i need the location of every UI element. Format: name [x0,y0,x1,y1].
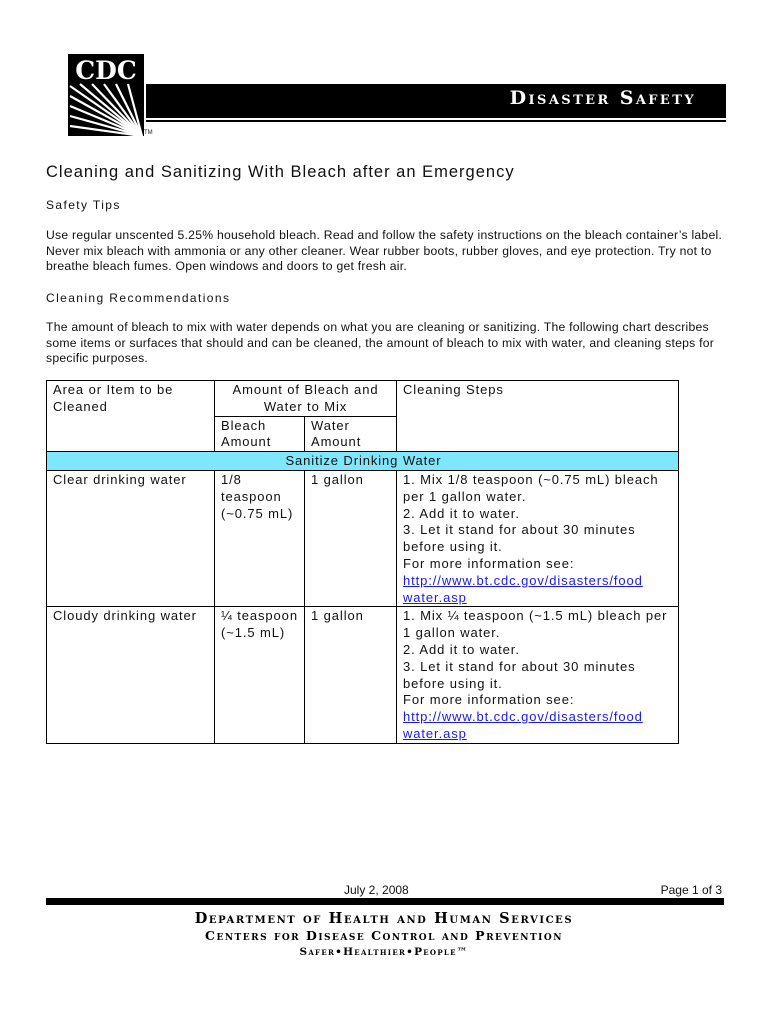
water-cell: 1 gallon [305,470,397,606]
page-number: Page 1 of 3 [660,883,722,897]
logo-text: CDC [75,56,137,85]
safety-tips-text: Use regular unscented 5.25% household bleach. Read and follow the safety instructions on the bleach container’s label. Never mix bleach with ammonia or any other cleaner. Wear rubber boots, rubber gloves, and eye protection. Try not to breathe bleach fumes. Open windows and doors to get fresh air. [46,228,723,274]
footer-date: July 2, 2008 [344,883,409,897]
bleach-cell: 1/8 teaspoon (~0.75 mL) [215,470,305,606]
header-water: Water Amount [305,416,397,452]
document-title: Cleaning and Sanitizing With Bleach after an Emergency [46,163,515,181]
page-header [42,52,726,142]
info-link[interactable]: http://www.bt.cdc.gov/disasters/food water.asp [403,572,643,605]
step-line: 1. Mix 1/8 teaspoon (~0.75 mL) bleach per 1 gallon water. [403,471,659,504]
bleach-table [46,380,679,744]
area-cell: Clear drinking water [47,470,215,606]
table-row [47,607,679,743]
agency-name: Centers for Disease Control and Prevention [205,928,563,943]
water-cell: 1 gallon [305,607,397,743]
step-line: 3. Let it stand for about 30 minutes before using it. [403,522,636,555]
header-amount: Amount of Bleach and Water to Mix [215,381,397,417]
steps-cell [397,470,679,606]
steps-cell [397,607,679,743]
section-title: Sanitize Drinking Water [47,452,679,471]
safety-tips-heading: Safety Tips [46,198,121,212]
cdc-logo [42,52,146,138]
footer-divider [46,898,724,905]
cleaning-heading: Cleaning Recommendations [46,291,231,305]
header-bleach: Bleach Amount [215,416,305,452]
step-line: 3. Let it stand for about 30 minutes before using it. [403,658,636,691]
banner [146,84,726,118]
step-line: 2. Add it to water. [403,641,520,657]
info-link[interactable]: http://www.bt.cdc.gov/disasters/food water.asp [403,709,643,741]
department-name: Department of Health and Human Services [194,910,574,927]
banner-underline [146,120,726,122]
banner-title: Disaster Safety [509,87,696,109]
step-line: For more information see: [403,692,575,708]
area-cell: Cloudy drinking water [47,607,215,743]
step-line: 2. Add it to water. [403,505,520,521]
tagline: Safer•Healthier•People™ [299,946,469,958]
bleach-cell: ¼ teaspoon (~1.5 mL) [215,607,305,743]
logo-trademark: TM [144,130,153,136]
table-header-row [47,381,679,417]
header-area: Area or Item to be Cleaned [47,381,215,452]
cleaning-text: The amount of bleach to mix with water depends on what you are cleaning or sanitizing. The following chart describes some items or surfaces that should and can be cleaned, the amount of bleach to mix with water, and cleaning steps for specific purposes. [46,320,715,366]
step-line: For more information see: [403,555,575,571]
table-row [47,470,679,606]
header-steps: Cleaning Steps [397,381,679,452]
step-line: 1. Mix ¼ teaspoon (~1.5 mL) bleach per 1 gallon water. [403,608,668,641]
section-row [47,452,679,471]
